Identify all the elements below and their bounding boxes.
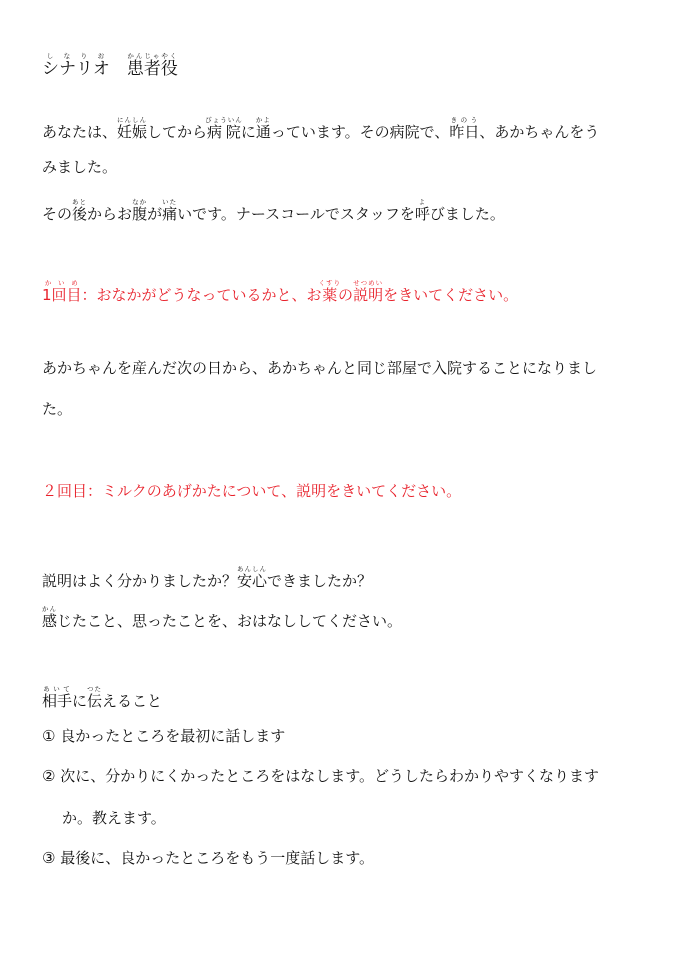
ruby-word: 伝つた	[87, 685, 103, 710]
text-segment: えること	[102, 692, 163, 710]
furigana-reading: かんじゃやく	[126, 52, 178, 60]
furigana-reading: あと	[72, 198, 88, 206]
ruby-word: 相手あいて	[42, 685, 73, 710]
furigana-reading: いた	[162, 198, 178, 206]
furigana-reading: あんしん	[237, 565, 268, 573]
furigana-reading: しなりお	[42, 52, 110, 60]
feedback-item-text: 次に、分かりにくかったところをはなします。どうしたらわかりやすくなります	[60, 767, 600, 785]
feedback-item-1	[42, 725, 644, 747]
feedback-item-2	[42, 765, 644, 787]
furigana-reading: かいめ	[42, 279, 82, 287]
ruby-word: 安心あんしん	[237, 565, 268, 590]
furigana-reading: にんしん	[117, 116, 148, 124]
text-segment: びました。	[429, 205, 505, 223]
ruby-word: 患者役かんじゃやく	[126, 52, 178, 79]
paragraph-2-line-2: た。	[42, 400, 73, 418]
furigana-reading: くすり	[318, 279, 342, 287]
ruby-word: 妊娠にんしん	[117, 116, 148, 141]
ruby-word: 通かよ	[255, 116, 271, 141]
text-segment: ：おなかがどうなっているかと、お	[81, 286, 322, 304]
ruby-word: 昨日きのう	[449, 116, 480, 141]
text-segment	[110, 59, 127, 79]
feedback-heading	[42, 685, 644, 712]
task-2-instruction: ２回目：ミルクのあげかたについて、説明をきいてください。	[42, 482, 462, 500]
text-segment: みました。	[42, 158, 118, 176]
furigana-reading: なか	[132, 198, 148, 206]
text-segment: 、あかちゃんをう	[479, 123, 600, 141]
ruby-word: 腹なか	[132, 198, 148, 223]
ruby-word: 1回目かいめ	[42, 279, 82, 304]
furigana-reading: かよ	[255, 116, 271, 124]
feedback-item-3	[42, 847, 644, 869]
furigana-reading: よ	[414, 198, 430, 206]
paragraph-3-line-2	[42, 605, 644, 632]
furigana-reading: きのう	[449, 116, 480, 124]
feedback-item-text: 最後に、良かったところをもう一度話します。	[60, 849, 375, 867]
feedback-item-marker: ②	[42, 767, 56, 785]
ruby-word: 病院びょういん	[205, 116, 243, 141]
feedback-item-marker: ③	[42, 849, 56, 867]
text-segment: あなたは、	[42, 123, 118, 141]
furigana-reading: あいて	[42, 685, 73, 693]
text-segment: に	[72, 692, 88, 710]
text-segment: の	[338, 286, 354, 304]
ruby-word: 後あと	[72, 198, 88, 223]
feedback-item-marker: ①	[42, 727, 56, 745]
feedback-item-text: 良かったところを最初に話します	[60, 727, 286, 745]
paragraph-2-line-1: あかちゃんを産んだ次の日から、あかちゃんと同じ部屋で入院することになりまし	[42, 359, 598, 377]
paragraph-3-line-1	[42, 565, 644, 592]
task-1-instruction	[42, 279, 644, 306]
feedback-item-2-continuation: か。教えます。	[62, 809, 166, 827]
ruby-word: 薬くすり	[318, 279, 342, 304]
text-segment: をきいてください。	[383, 286, 519, 304]
text-segment: から	[87, 205, 118, 223]
furigana-reading: せつめい	[353, 279, 384, 287]
furigana-reading: かん	[42, 605, 58, 613]
ruby-word: 痛いた	[162, 198, 178, 223]
ruby-word: 呼よ	[414, 198, 430, 223]
paragraph-1-line-2	[42, 156, 644, 178]
text-segment: その	[42, 205, 73, 223]
text-segment: お	[117, 205, 133, 223]
text-segment: してから	[147, 123, 208, 141]
furigana-reading: つた	[87, 685, 103, 693]
ruby-word: 感かん	[42, 605, 58, 630]
paragraph-1-line-1	[42, 116, 644, 143]
page-title	[42, 52, 644, 80]
paragraph-1-line-3	[42, 198, 644, 225]
text-segment: いです。ナースコールでスタッフを	[177, 205, 415, 223]
text-segment: 説明はよく分かりましたか？	[42, 572, 238, 590]
ruby-word: 説明せつめい	[353, 279, 384, 304]
ruby-word: シナリオしなりお	[42, 52, 110, 79]
text-segment: できましたか？	[267, 572, 373, 590]
text-segment: っています。その病院で、	[270, 123, 450, 141]
text-segment: に	[240, 123, 256, 141]
text-segment: じたこと、思ったことを、おはなししてください。	[57, 612, 403, 630]
text-segment: が	[147, 205, 163, 223]
furigana-reading: びょういん	[205, 116, 243, 124]
